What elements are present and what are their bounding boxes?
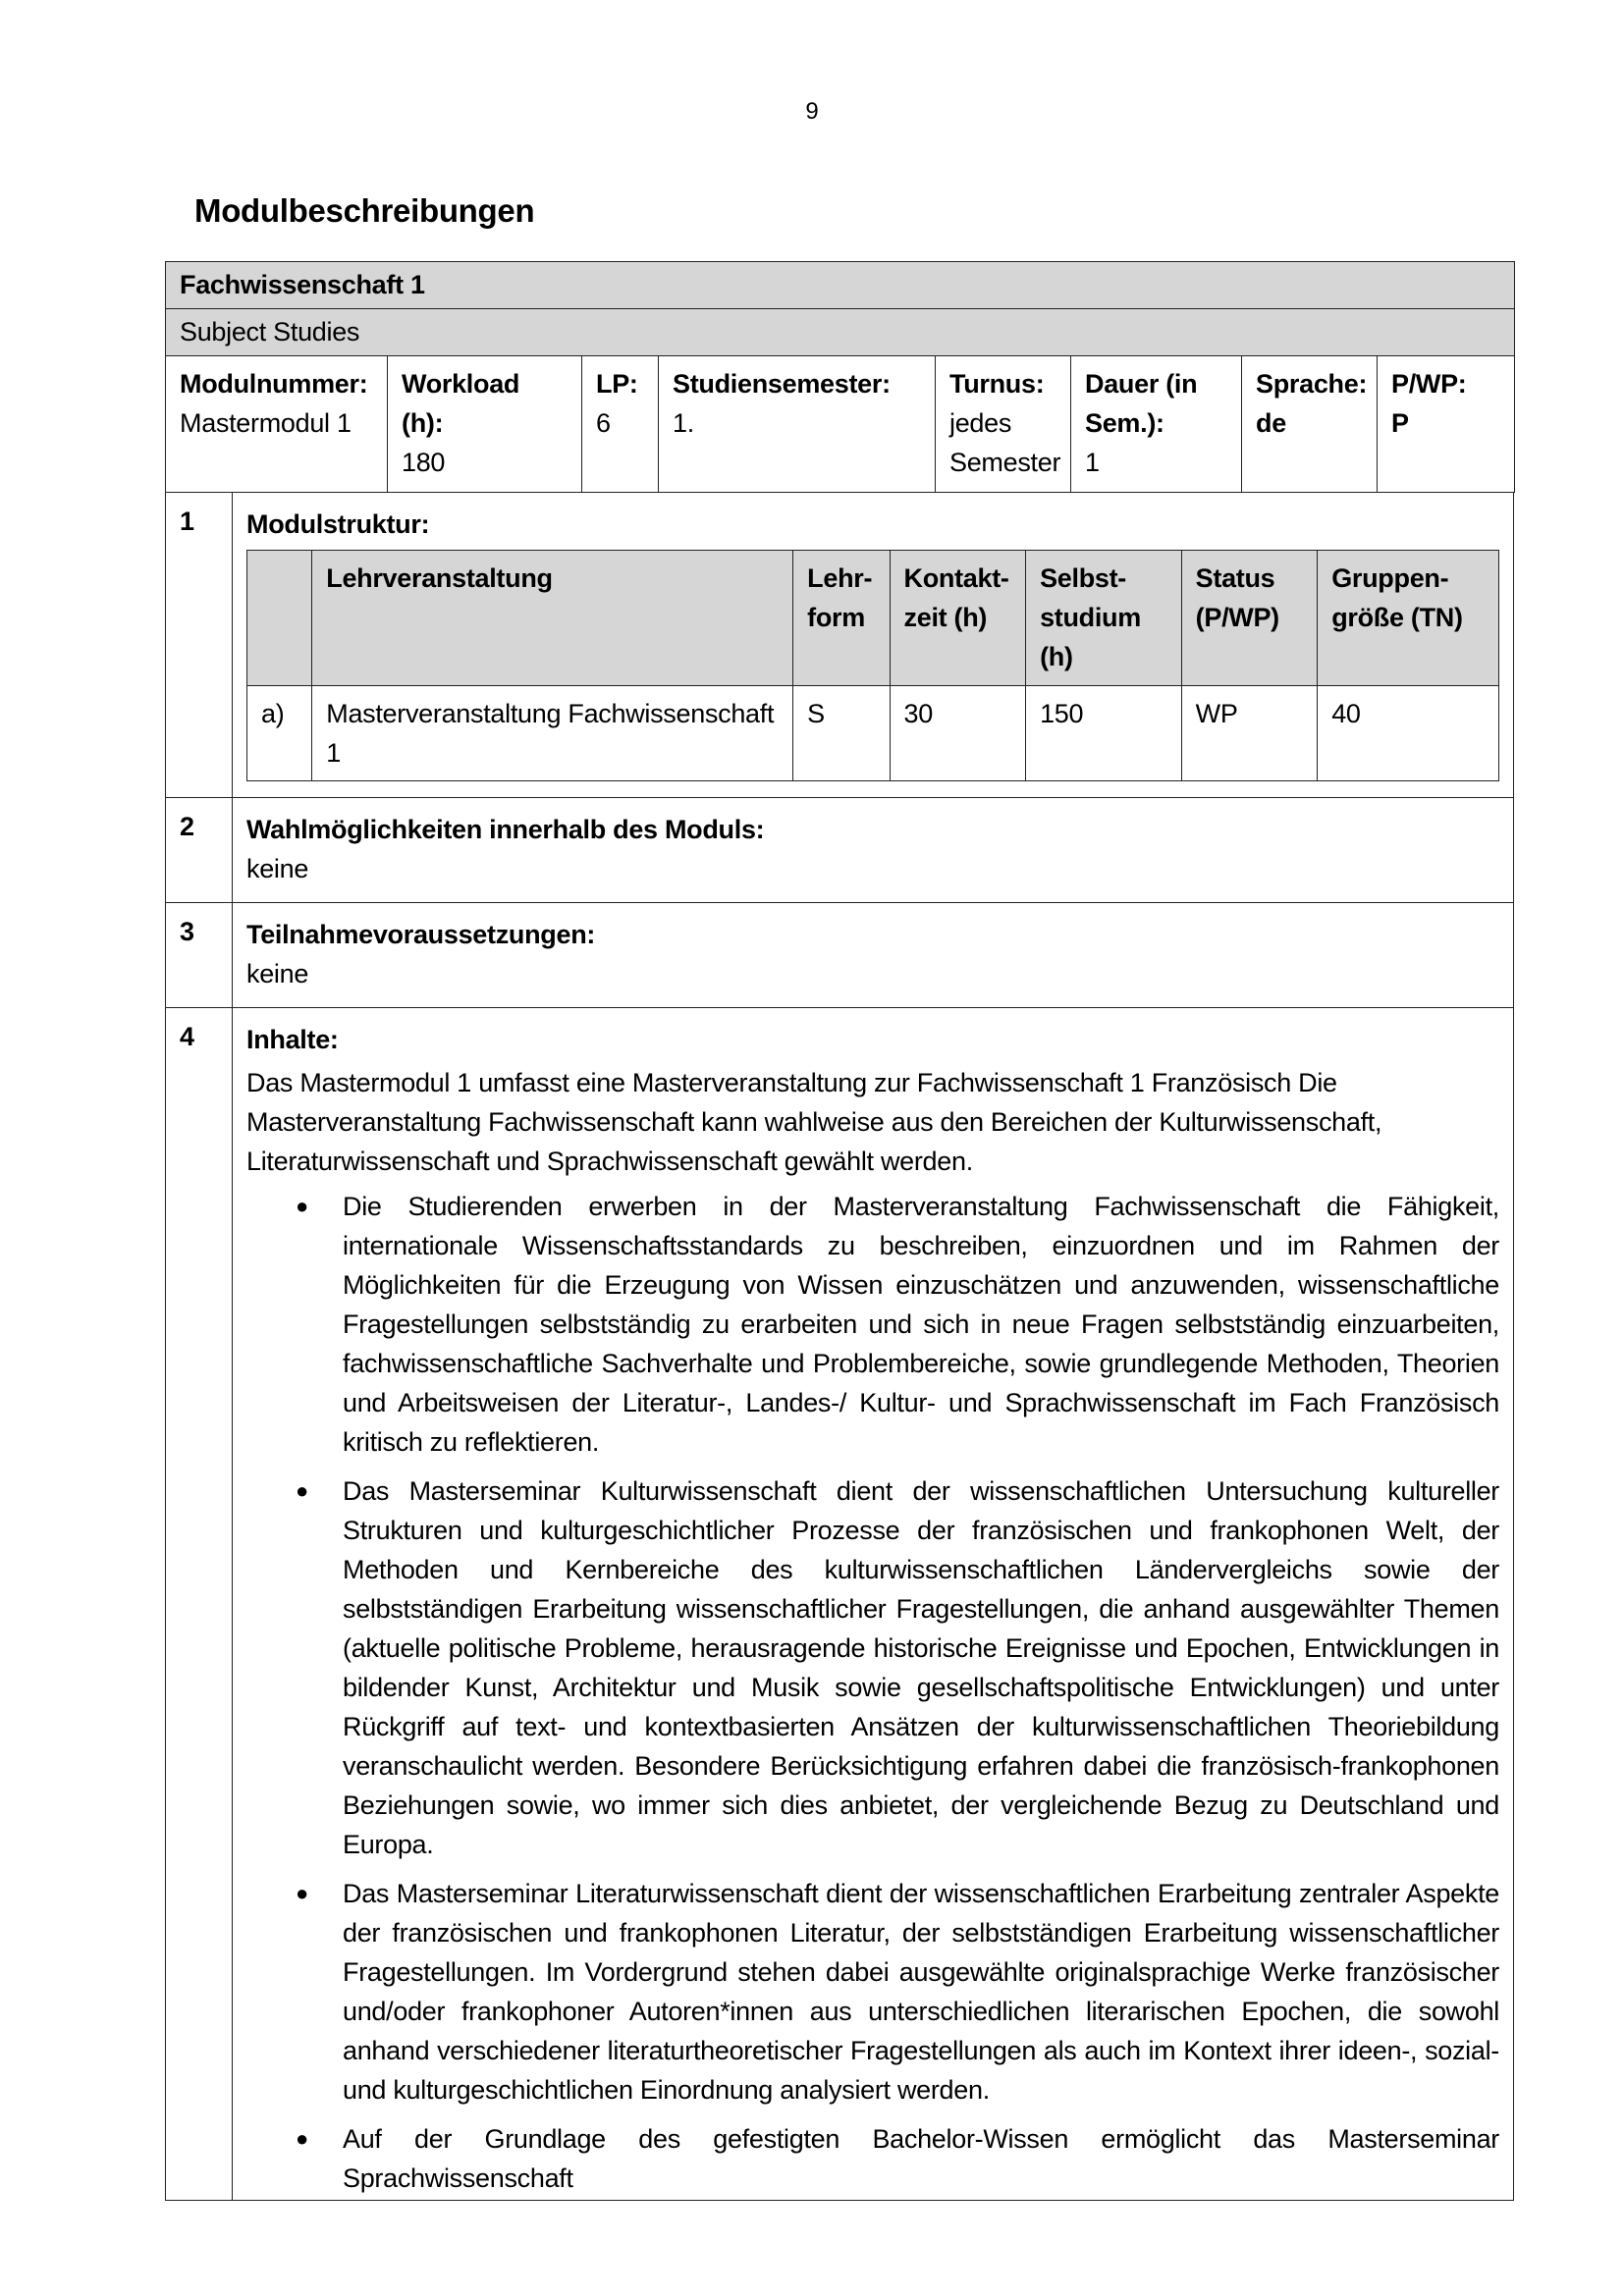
table-cell: WP — [1181, 686, 1318, 781]
column-header — [247, 551, 312, 686]
section-modulstruktur — [166, 493, 1514, 798]
meta-label: Workload (h): — [402, 369, 520, 438]
meta-value: 180 — [402, 448, 446, 477]
meta-label: Studiensemester: — [673, 369, 891, 399]
meta-label: Sprache: — [1256, 369, 1368, 399]
module-header-table — [165, 261, 1515, 493]
table-cell: 40 — [1318, 686, 1499, 781]
column-header: Selbst-studium (h) — [1026, 551, 1182, 686]
meta-value: de — [1256, 408, 1286, 438]
meta-workload — [388, 356, 582, 493]
list-item — [246, 1874, 1499, 2109]
table-cell: a) — [247, 686, 312, 781]
section-teilnahmevoraussetzungen — [166, 903, 1514, 1008]
list-item — [246, 1471, 1499, 1864]
list-item-text: Die Studierenden erwerben in der Masterveranstaltung Fachwissenschaft die Fähigkeit, internationale Wissenschaftsstandards zu beschreiben, einzuordnen und im Rahmen der Möglichkeiten für die Erzeugung von Wissen einzuschätzen und anzuwenden, wissenschaftliche Fragestellungen selbstständig zu erarbeiten und sich in neue Fragen selbstständig einzuarbeiten, fachwissenschaftliche Sachverhalte und Problembereiche, sowie grundlegende Methoden, Theorien und Arbeitsweisen der Literatur-, Landes-/ Kultur- und Sprachwissenschaft im Fach Französisch kritisch zu reflektieren. — [343, 1192, 1499, 1457]
meta-turnus — [936, 356, 1071, 493]
section-number: 2 — [166, 798, 233, 903]
list-item — [246, 1187, 1499, 1462]
column-header: Status (P/WP) — [1181, 551, 1318, 686]
table-cell: 150 — [1026, 686, 1182, 781]
section-label: Wahlmöglichkeiten innerhalb des Moduls: — [246, 815, 765, 844]
meta-value: 1 — [1085, 448, 1100, 477]
meta-label: Modulnummer: — [180, 369, 368, 399]
list-item-text: Das Masterseminar Literaturwissenschaft dient der wissenschaftlichen Erarbeitung zentraler Aspekte der französischen und frankophonen Literatur, der selbstständigen Erarbeitung wissenschaftlicher Fragestellungen. Im Vordergrund stehen dabei ausgewählte originalsprachige Werke französischer und/oder frankophoner Autoren*innen aus unterschiedlichen literarischen Epochen, die sowohl anhand verschiedener literaturtheoretischer Fragestellungen als auch im Kontext ihrer ideen-, sozial- und kulturgeschichtlichen Einordnung analysiert werden. — [343, 1879, 1499, 2105]
meta-pwp — [1378, 356, 1515, 493]
module-description — [165, 261, 1514, 2201]
table-cell: S — [793, 686, 890, 781]
section-value: keine — [246, 854, 309, 883]
meta-lp — [582, 356, 659, 493]
section-intro: Das Mastermodul 1 umfasst eine Masterveranstaltung zur Fachwissenschaft 1 Französisch Die Masterveranstaltung Fachwissenschaft kann wahlweise aus den Bereichen der Kulturwissenschaft, Literaturwissenschaft und Sprachwissenschaft gewählt werden. — [246, 1068, 1382, 1176]
meta-modulnummer — [166, 356, 388, 493]
meta-label: Turnus: — [949, 369, 1045, 399]
bullet-icon: ● — [296, 1881, 308, 1905]
list-item — [246, 2119, 1499, 2198]
column-header: Lehrveranstaltung — [312, 551, 793, 686]
section-number: 1 — [166, 493, 233, 798]
section-wahlmoeglichkeiten — [166, 798, 1514, 903]
document-title: Modulbeschreibungen — [194, 192, 535, 229]
column-header: Lehr-form — [793, 551, 890, 686]
list-item-text: Auf der Grundlage des gefestigten Bachelor-Wissen ermöglicht das Masterseminar Sprachwissenschaft — [343, 2124, 1499, 2193]
bullet-icon: ● — [296, 1478, 308, 1503]
module-title: Fachwissenschaft 1 — [166, 262, 1515, 309]
meta-label: Dauer (in Sem.): — [1085, 369, 1198, 438]
page-number: 9 — [805, 98, 819, 125]
section-number: 3 — [166, 903, 233, 1008]
section-value: keine — [246, 959, 309, 988]
meta-label: LP: — [596, 369, 638, 399]
list-item-text: Das Masterseminar Kulturwissenschaft dient der wissenschaftlichen Untersuchung kultureller Strukturen und kulturgeschichtlicher Prozesse der französischen und frankophonen Welt, der Methoden und Kernbereiche des kulturwissenschaftlichen Ländervergleichs sowie der selbstständigen Erarbeitung wissenschaftlicher Fragestellungen, die anhand ausgewählter Themen (aktuelle politische Probleme, herausragende historische Ereignisse und Epochen, Entwicklungen in bildender Kunst, Architektur und Musik sowie gesellschaftspolitische Entwicklungen) und unter Rückgriff auf text- und kontextbasierten Ansätzen der kulturwissenschaftlichen Theoriebildung veranschaulicht werden. Besondere Berücksichtigung erfahren dabei die französisch-frankophonen Beziehungen sowie, wo immer sich dies anbietet, der vergleichende Bezug zu Deutschland und Europa. — [343, 1476, 1499, 1859]
meta-value: 6 — [596, 408, 611, 438]
table-row — [247, 686, 1499, 781]
meta-value: jedes Semester — [949, 408, 1061, 477]
course-structure-table — [246, 550, 1499, 781]
section-number: 4 — [166, 1008, 233, 2201]
meta-studiensemester — [659, 356, 936, 493]
table-cell: 30 — [890, 686, 1026, 781]
meta-dauer — [1071, 356, 1242, 493]
meta-sprache — [1242, 356, 1378, 493]
section-label: Modulstruktur: — [246, 509, 430, 539]
section-inhalte — [166, 1008, 1514, 2201]
bullet-icon: ● — [296, 1194, 308, 1218]
module-sections-table — [165, 493, 1514, 2201]
meta-label: P/WP: — [1391, 369, 1467, 399]
section-label: Inhalte: — [246, 1025, 339, 1054]
table-cell: Masterveranstaltung Fachwissenschaft 1 — [312, 686, 793, 781]
column-header: Gruppen-größe (TN) — [1318, 551, 1499, 686]
meta-value: Mastermodul 1 — [180, 408, 352, 438]
module-subtitle: Subject Studies — [166, 309, 1515, 356]
content-bullet-list — [246, 1187, 1499, 2198]
meta-value: 1. — [673, 408, 694, 438]
section-label: Teilnahmevoraussetzungen: — [246, 920, 596, 949]
column-header: Kontakt-zeit (h) — [890, 551, 1026, 686]
bullet-icon: ● — [296, 2126, 308, 2151]
meta-value: P — [1391, 408, 1409, 438]
